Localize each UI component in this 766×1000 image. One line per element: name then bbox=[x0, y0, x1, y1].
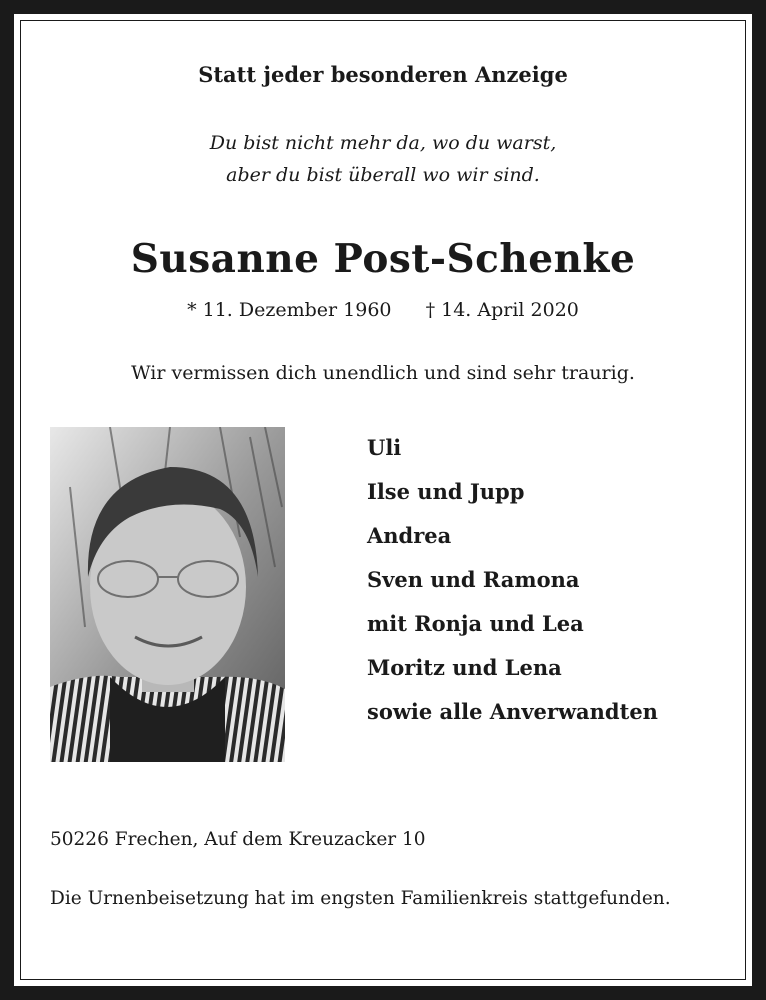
header-title: Statt jeder besonderen Anzeige bbox=[198, 62, 568, 87]
birth-date: * 11. Dezember 1960 bbox=[187, 299, 392, 321]
memorial-quote bbox=[14, 127, 752, 191]
burial-notice: Die Urnenbeisetzung hat im engsten Familienkreis stattgefunden. bbox=[50, 888, 671, 909]
mourners-list bbox=[367, 426, 658, 734]
mourner-entry: Andrea bbox=[367, 523, 452, 548]
quote-line-2: aber du bist überall wo wir sind. bbox=[226, 164, 540, 186]
mourner-entry: Ilse und Jupp bbox=[367, 479, 525, 504]
mourner-entry: mit Ronja und Lea bbox=[367, 611, 584, 636]
death-date: † 14. April 2020 bbox=[425, 299, 579, 321]
mourning-message: Wir vermissen dich unendlich und sind sehr traurig. bbox=[131, 362, 635, 384]
portrait-photo bbox=[50, 427, 285, 762]
mourner-entry: Moritz und Lena bbox=[367, 655, 562, 680]
deceased-name: Susanne Post-Schenke bbox=[130, 236, 636, 282]
quote-line-1: Du bist nicht mehr da, wo du warst, bbox=[209, 132, 557, 154]
obituary-card bbox=[14, 14, 752, 986]
mourner-entry: Uli bbox=[367, 435, 402, 460]
life-dates bbox=[14, 299, 752, 321]
mourner-entry: sowie alle Anverwandten bbox=[367, 699, 658, 724]
portrait-image bbox=[50, 427, 285, 762]
address: 50226 Frechen, Auf dem Kreuzacker 10 bbox=[50, 829, 426, 850]
mourner-entry: Sven und Ramona bbox=[367, 567, 580, 592]
